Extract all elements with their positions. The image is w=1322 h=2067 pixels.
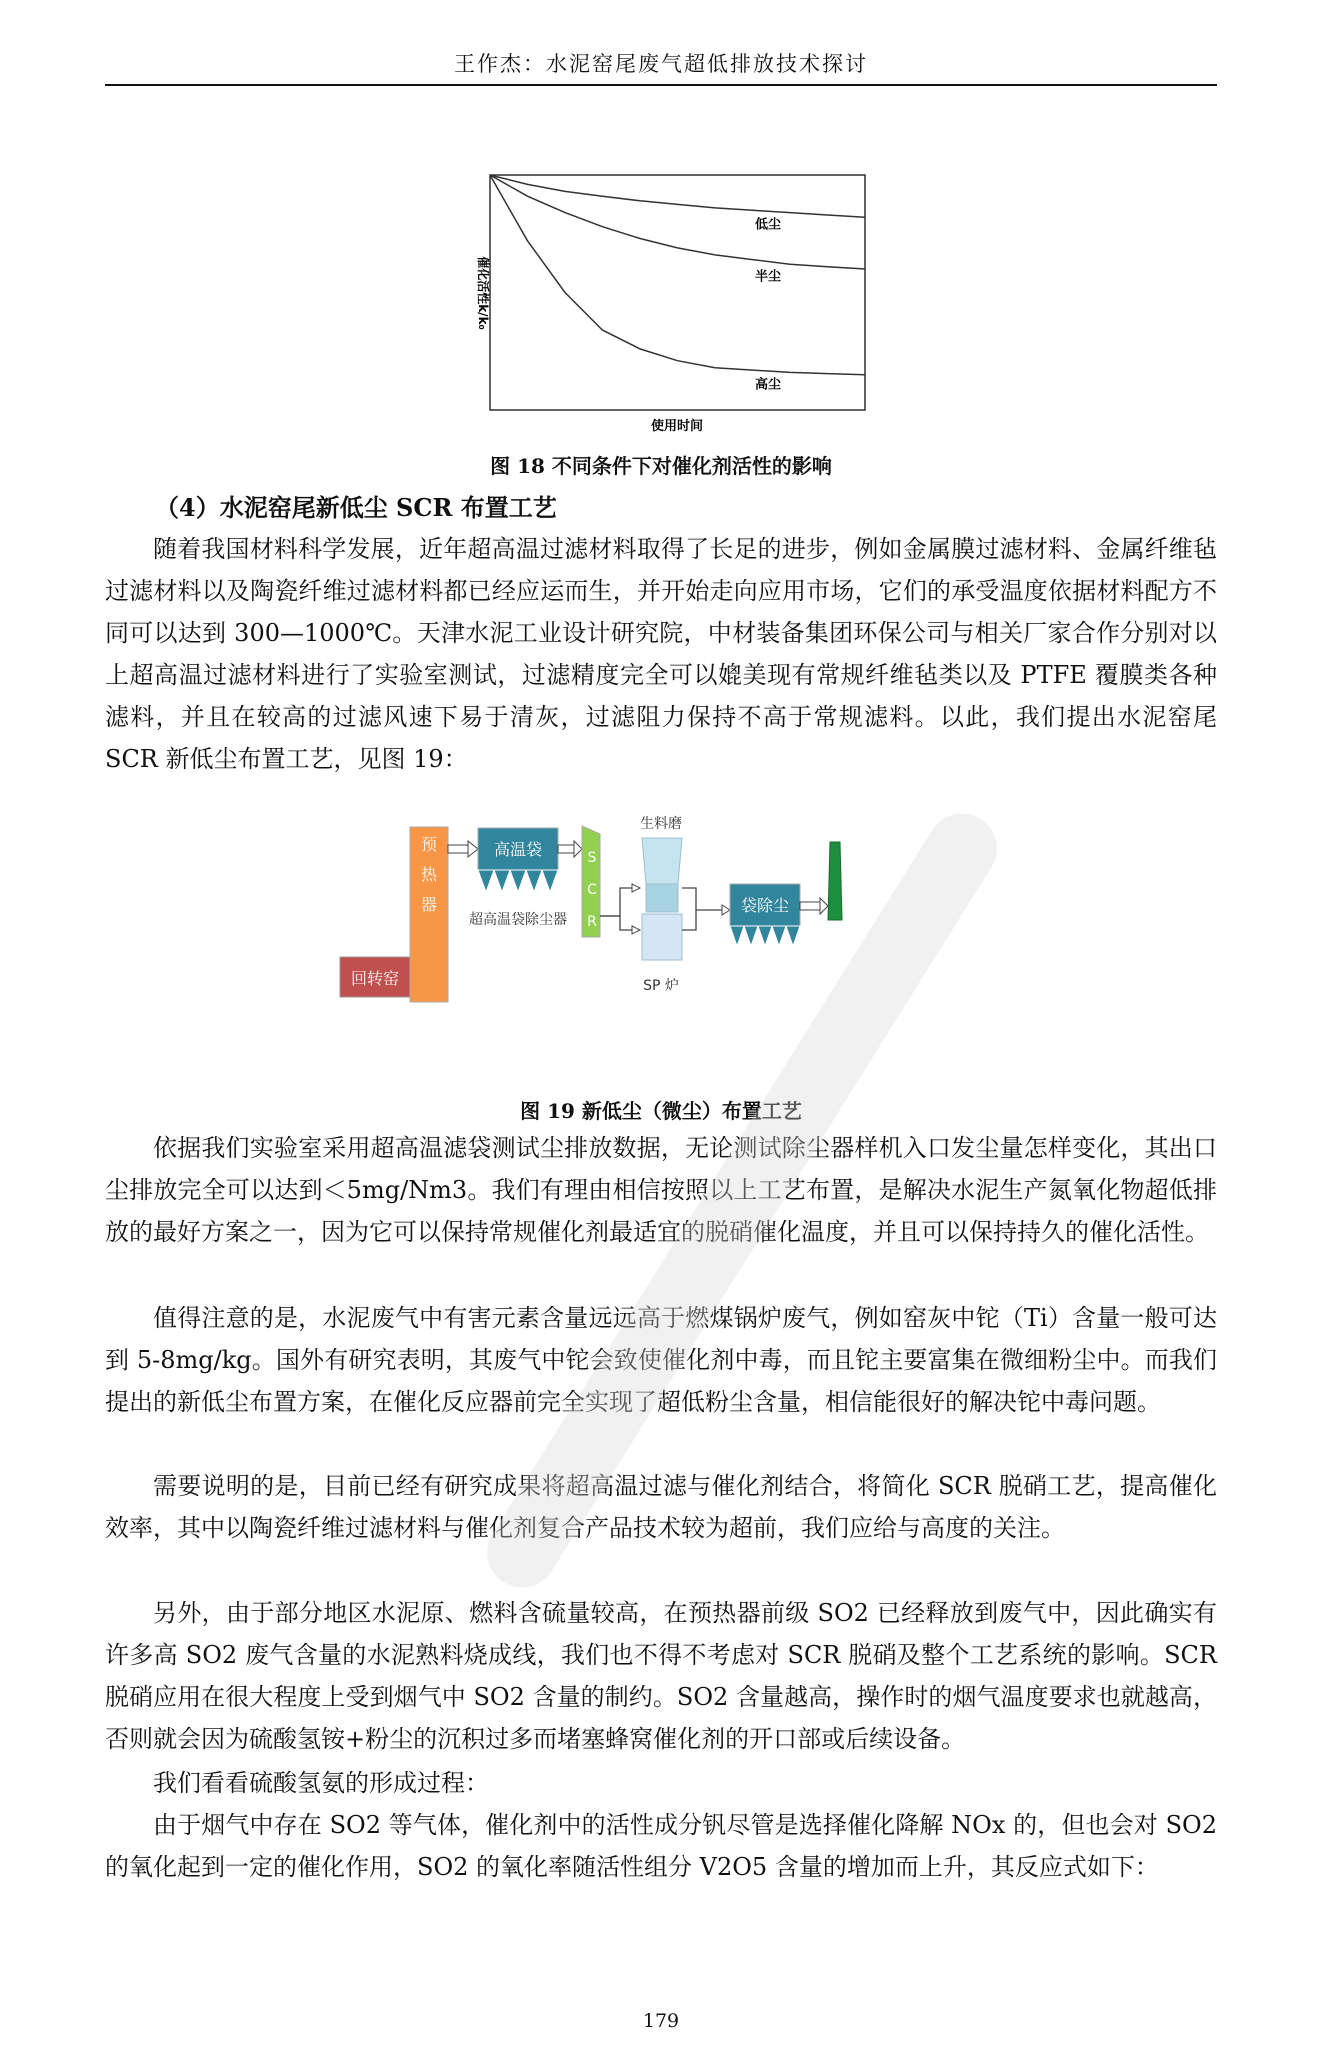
preheater-char-1: 预 (420, 835, 438, 854)
arrowhead-to-mill (632, 884, 640, 892)
scr-char-2: C (587, 882, 597, 898)
figure-19-diagram (330, 812, 1020, 1052)
kiln-label: 回转窑 (350, 969, 400, 988)
scr-char-3: R (587, 914, 597, 930)
raw-mill-label: 生料磨 (640, 816, 682, 832)
hot-bag-hoppers (478, 870, 558, 892)
chart-curve-labels (755, 217, 781, 393)
hot-bag-label: 高温袋 (493, 840, 543, 859)
raw-mill-base (646, 884, 678, 912)
figure-18-chart (465, 168, 885, 438)
hot-bag-caption: 超高温袋除尘器 (469, 912, 567, 928)
series-line-2 (490, 175, 865, 269)
header-rule (105, 84, 1217, 86)
paragraph-2: 依据我们实验室采用超高温滤袋测试尘排放数据，无论测试除尘器样机入口发尘量怎样变化，其出口尘排放完全可以达到＜5mg/Nm3。我们有理由相信按照以上工艺布置，是解决水泥生产氮氧化物超低排放的最好方案之一，因为它可以保持常规催化剂最适宜的脱硝催化温度，并且可以保持持久的催化活性。 (105, 1134, 1217, 1246)
paragraph-6: 我们看看硫酸氢氨的形成过程： (153, 1769, 489, 1797)
paragraph-5: 另外，由于部分地区水泥原、燃料含硫量较高，在预热器前级 SO2 已经释放到废气中，因此确实有许多高 SO2 废气含量的水泥熟料烧成线，我们也不得不考虑对 SCR 脱硝及整个工艺系统的影响。SCR 脱硝应用在很大程度上受到烟气中 SO2 含量的制约。SO2 含量越高，操作时的烟气温度要求也就越高，否则就会因为硫酸氢铵+粉尘的沉积过多而堵塞蜂窝催化剂的开口部或后续设备。 (105, 1599, 1217, 1753)
stack-shape (828, 842, 842, 920)
chart-series-group (490, 175, 865, 375)
running-header: 王作杰：水泥窑尾废气超低排放技术探讨 (454, 52, 868, 76)
scr-char-1: S (587, 850, 597, 866)
series-label-3: 高尘 (755, 377, 782, 393)
sp-boiler-label: SP 炉 (643, 978, 679, 994)
bag-dust-hoppers (730, 926, 800, 946)
arrow-bag-to-scr (558, 841, 582, 857)
series-line-1 (490, 175, 865, 217)
arrowhead-to-sp (632, 926, 640, 934)
paragraph-1: 随着我国材料科学发展，近年超高温过滤材料取得了长足的进步，例如金属膜过滤材料、金属纤维毡过滤材料以及陶瓷纤维过滤材料都已经应运而生，并开始走向应用市场，它们的承受温度依据材料配方不同可以达到 300—1000℃。天津水泥工业设计研究院，中材装备集团环保公司与相关厂家合作分别对以上超高温过滤材料进行了实验室测试，过滤精度完全可以媲美现有常规纤维毡类以及 PTFE 覆膜类各种滤料，并且在较高的过滤风速下易于清灰，过滤阻力保持不高于常规滤料。以此，我们提出水泥窑尾 SCR 新低尘布置工艺，见图 19： (105, 535, 1217, 773)
preheater-char-3: 器 (420, 895, 438, 914)
series-label-2: 半尘 (755, 269, 782, 285)
page-number: 179 (642, 2010, 680, 2032)
bag-dust-label: 袋除尘 (740, 896, 790, 915)
raw-mill-shape (642, 838, 682, 884)
arrow-bag-to-stack (800, 898, 828, 914)
figure-19-caption: 图 19 新低尘（微尘）布置工艺 (520, 1099, 802, 1123)
paragraph-4: 需要说明的是，目前已经有研究成果将超高温过滤与催化剂结合，将简化 SCR 脱硝工艺，提高催化效率，其中以陶瓷纤维过滤材料与催化剂复合产品技术较为超前，我们应给与高度的关注。 (105, 1472, 1217, 1542)
paragraph-3: 值得注意的是，水泥废气中有害元素含量远远高于燃煤锅炉废气，例如窑灰中铊（Ti）含量一般可达到 5-8mg/kg。国外有研究表明，其废气中铊会致使催化剂中毒，而且铊主要富集在微细粉尘中。而我们提出的新低尘布置方案，在催化反应器前完全实现了超低粉尘含量，相信能很好的解决铊中毒问题。 (105, 1304, 1217, 1416)
arrow-mill-to-bag (682, 888, 722, 930)
arrowhead-to-bag (722, 905, 730, 915)
chart-plot-frame (490, 175, 865, 410)
chart-x-axis-label: 使用时间 (650, 419, 704, 434)
preheater-char-2: 热 (420, 865, 438, 884)
figure-18-caption: 图 18 不同条件下对催化剂活性的影响 (490, 454, 832, 478)
paragraph-7: 由于烟气中存在 SO2 等气体，催化剂中的活性成分钒尽管是选择催化降解 NOx 的，但也会对 SO2 的氧化起到一定的催化作用，SO2 的氧化率随活性组分 V2O5 含量的增加而上升，其反应式如下： (105, 1811, 1217, 1881)
arrow-preheater-to-bag (448, 841, 478, 857)
section-heading: （4）水泥窑尾新低尘 SCR 布置工艺 (155, 493, 557, 522)
series-label-1: 低尘 (755, 217, 782, 233)
chart-y-axis-label: 催化活性k/k₀ (476, 256, 490, 330)
arrow-scr-to-mill (600, 888, 632, 930)
sp-boiler-shape (642, 914, 682, 960)
